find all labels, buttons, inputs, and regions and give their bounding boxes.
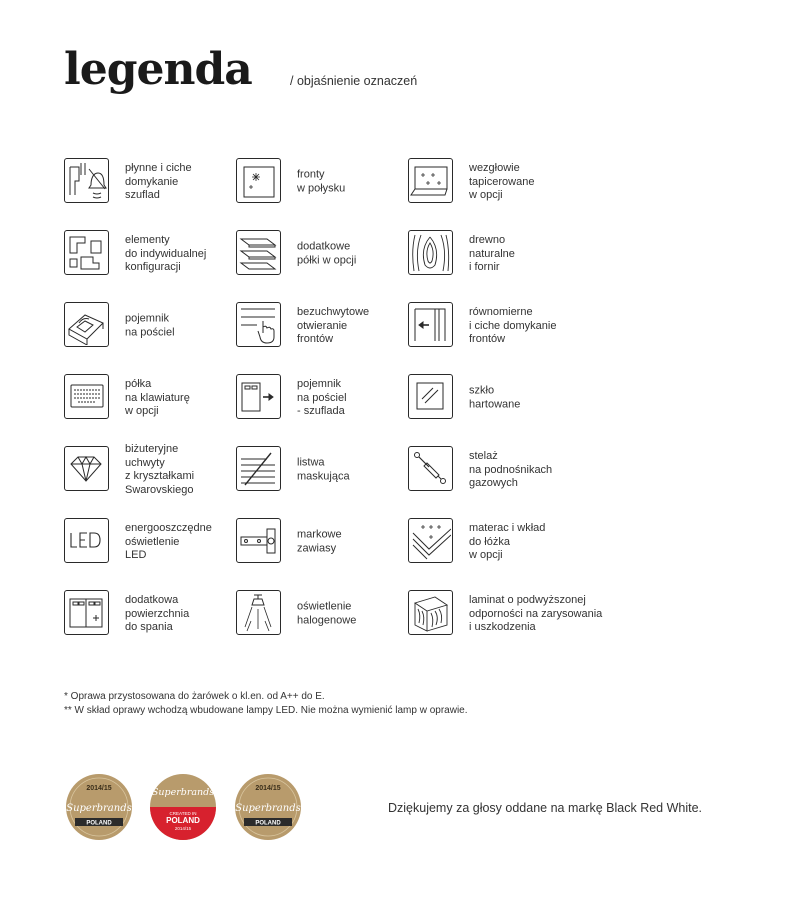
legend-label: energooszczędne oświetlenie LED — [125, 521, 212, 561]
legend-label: półka na klawiaturę w opcji — [125, 377, 190, 417]
legend-item — [64, 443, 234, 496]
diamond-icon — [64, 446, 109, 491]
badge-brand: Superbrands — [235, 803, 301, 814]
legend-item — [64, 518, 234, 566]
legend-item — [236, 446, 406, 494]
legend-label: bezuchwytowe otwieranie frontów — [297, 305, 370, 345]
legend-item — [64, 158, 234, 206]
superbrands-badge-icon — [65, 773, 133, 841]
legend-label: elementy do indywidualnej konfiguracji — [125, 233, 207, 273]
legend-label: dodatkowe półki w opcji — [297, 240, 357, 266]
badge-brand: Superbrands — [66, 803, 132, 814]
legend-item — [408, 518, 578, 566]
soft-close-drawer-icon — [64, 158, 109, 203]
legend-item — [408, 302, 578, 350]
legend-item — [236, 518, 406, 566]
legend-label: materac i wkład do łóżka w opcji — [469, 521, 546, 561]
legend-label: laminat o podwyższonej odporności na zarysowania i uszkodzenia — [469, 593, 603, 633]
badge-year: 2014/15 — [86, 785, 112, 792]
legend-label: wezgłowie tapicerowane w opcji — [469, 161, 535, 201]
legend-item — [236, 158, 406, 206]
legend-label: oświetlenie halogenowe — [297, 600, 357, 626]
legend-label: równomierne i ciche domykanie frontów — [469, 305, 557, 345]
badge-year: 2014/15 — [174, 826, 192, 831]
extra-shelves-icon — [236, 230, 281, 275]
wood-grain-icon — [408, 230, 453, 275]
legend-label: listwa maskująca — [297, 456, 350, 482]
legend-label: pojemnik na pościel — [125, 312, 175, 338]
legend-label: płynne i ciche domykanie szuflad — [125, 161, 192, 201]
page-title: legenda — [64, 44, 252, 95]
gloss-front-icon — [236, 158, 281, 203]
badge-country: POLAND — [255, 820, 281, 827]
halogen-lamp-icon — [236, 590, 281, 635]
gas-lift-icon — [408, 446, 453, 491]
superbrands-badge-icon — [234, 773, 302, 841]
legend-label: markowe zawiasy — [297, 528, 342, 554]
upholstered-headboard-icon — [408, 158, 453, 203]
bedding-box-icon — [64, 302, 109, 347]
legend-label: szkło hartowane — [469, 384, 521, 410]
masking-strip-icon — [236, 446, 281, 491]
legend-item — [408, 158, 578, 206]
legend-item — [64, 590, 234, 638]
handleless-front-icon — [236, 302, 281, 347]
modular-config-icon — [64, 230, 109, 275]
footnote: ** W skład oprawy wchodzą wbudowane lampy LED. Nie można wymienić lamp w oprawie. — [64, 705, 468, 716]
footnote: * Oprawa przystosowana do żarówek o kl.en. od A++ do E. — [64, 691, 325, 702]
legend-label: stelaż na podnośnikach gazowych — [469, 449, 553, 489]
legend-label: pojemnik na pościel - szuflada — [297, 377, 347, 417]
thanks-text: Dziękujemy za głosy oddane na markę Black Red White. — [388, 801, 703, 815]
legend-item — [236, 374, 406, 422]
badge-created: CREATED IN — [169, 811, 197, 816]
legend-label: fronty w połysku — [297, 168, 346, 194]
superbrands-created-badge-icon — [149, 773, 217, 841]
led-icon — [64, 518, 109, 563]
badge-year: 2014/15 — [255, 785, 281, 792]
scratch-resistant-laminate-icon — [408, 590, 453, 635]
badge-country: POLAND — [86, 820, 112, 827]
legend-item — [64, 374, 234, 422]
legend-item — [236, 590, 406, 638]
tempered-glass-icon — [408, 374, 453, 419]
even-close-front-icon — [408, 302, 453, 347]
legend-item — [408, 590, 603, 638]
legend-label: dodatkowa powierzchnia do spania — [125, 593, 190, 633]
mattress-icon — [408, 518, 453, 563]
legend-item — [64, 302, 234, 350]
badge-brand: Superbrands — [151, 787, 215, 798]
legend-label: drewno naturalne i fornir — [469, 233, 515, 273]
bedding-drawer-icon — [236, 374, 281, 419]
keyboard-shelf-icon — [64, 374, 109, 419]
badge-country: POLAND — [166, 816, 200, 825]
legend-item — [236, 302, 406, 350]
page-subtitle: / objaśnienie oznaczeń — [290, 74, 418, 88]
legend-item — [64, 230, 234, 278]
legend-label: biżuteryjne uchwyty z kryształkami Swarovskiego — [125, 443, 195, 496]
legend-item — [408, 230, 578, 278]
legend-item — [408, 374, 578, 422]
legend-item — [236, 230, 406, 278]
legend-item — [408, 446, 578, 494]
hinge-icon — [236, 518, 281, 563]
extra-sleep-surface-icon — [64, 590, 109, 635]
